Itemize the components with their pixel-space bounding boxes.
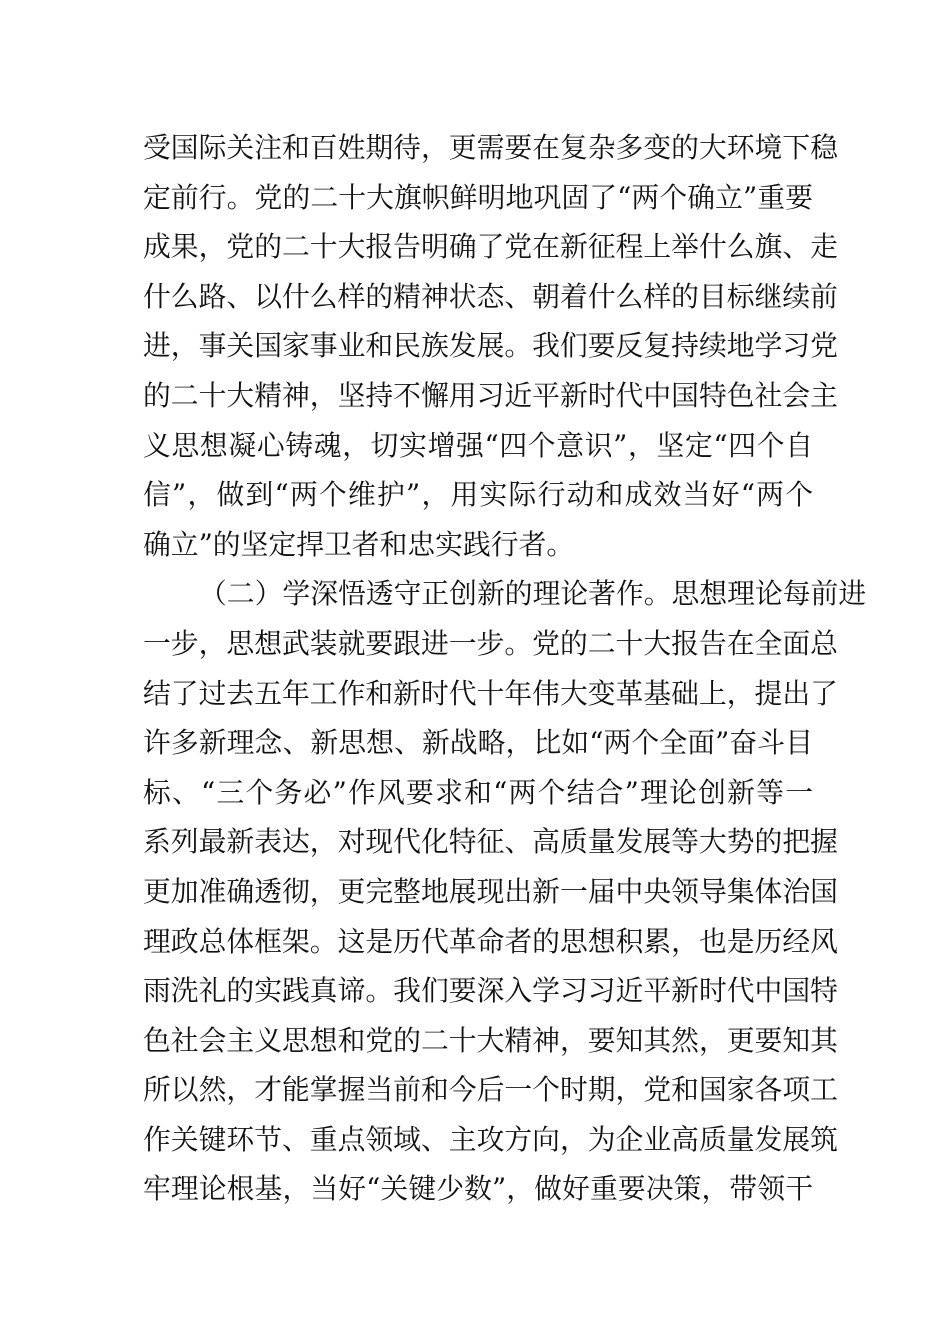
text-line: 确立”的坚定捍卫者和忠实践行者。 <box>143 527 575 561</box>
text-line: 进，事关国家事业和民族发展。我们要反复持续地学习党 <box>143 329 838 363</box>
text-line: 信”，做到“两个维护”，用实际行动和成效当好“两个 <box>143 478 813 512</box>
text-line: 一步，思想武装就要跟进一步。党的二十大报告在全面总 <box>143 626 838 660</box>
text-line: 理政总体框架。这是历代革命者的思想积累，也是历经风 <box>143 924 838 958</box>
text-line: 牢理论根基，当好“关键少数”，做好重要决策，带领干 <box>143 1172 813 1206</box>
text-line: 结了过去五年工作和新时代十年伟大变革基础上，提出了 <box>143 676 838 710</box>
text-line: 色社会主义思想和党的二十大精神，要知其然，更要知其 <box>143 1023 838 1057</box>
text-line: 受国际关注和百姓期待，更需要在复杂多变的大环境下稳 <box>143 131 838 164</box>
text-line: 什么路、以什么样的精神状态、朝着什么样的目标继续前 <box>143 279 838 313</box>
text-line: 系列最新表达，对现代化特征、高质量发展等大势的把握 <box>143 825 838 859</box>
text-line: 作关键环节、重点领域、主攻方向，为企业高质量发展筑 <box>143 1122 838 1156</box>
text-line: 许多新理念、新思想、新战略，比如“两个全面”奋斗目 <box>143 726 813 760</box>
text-line: 的二十大精神，坚持不懈用习近平新时代中国特色社会主 <box>143 378 838 412</box>
document-body <box>143 123 867 1214</box>
paragraph-1 <box>143 123 838 569</box>
paragraph-2 <box>143 569 867 1214</box>
text-line: 义思想凝心铸魂，切实增强“四个意识”，坚定“四个自 <box>143 428 813 462</box>
text-line: 成果，党的二十大报告明确了党在新征程上举什么旗、走 <box>143 230 838 264</box>
text-line: 所以然，才能掌握当前和今后一个时期，党和国家各项工 <box>143 1073 838 1107</box>
text-line: 更加准确透彻，更完整地展现出新一届中央领导集体治国 <box>143 874 838 908</box>
text-line: 定前行。党的二十大旗帜鲜明地巩固了“两个确立”重要 <box>143 180 813 214</box>
text-line: 雨洗礼的实践真谛。我们要深入学习习近平新时代中国特 <box>143 974 838 1008</box>
text-line: （二）学深悟透守正创新的理论著作。思想理论每前进 <box>199 577 867 611</box>
text-line: 标、“三个务必”作风要求和“两个结合”理论创新等一 <box>143 775 813 809</box>
